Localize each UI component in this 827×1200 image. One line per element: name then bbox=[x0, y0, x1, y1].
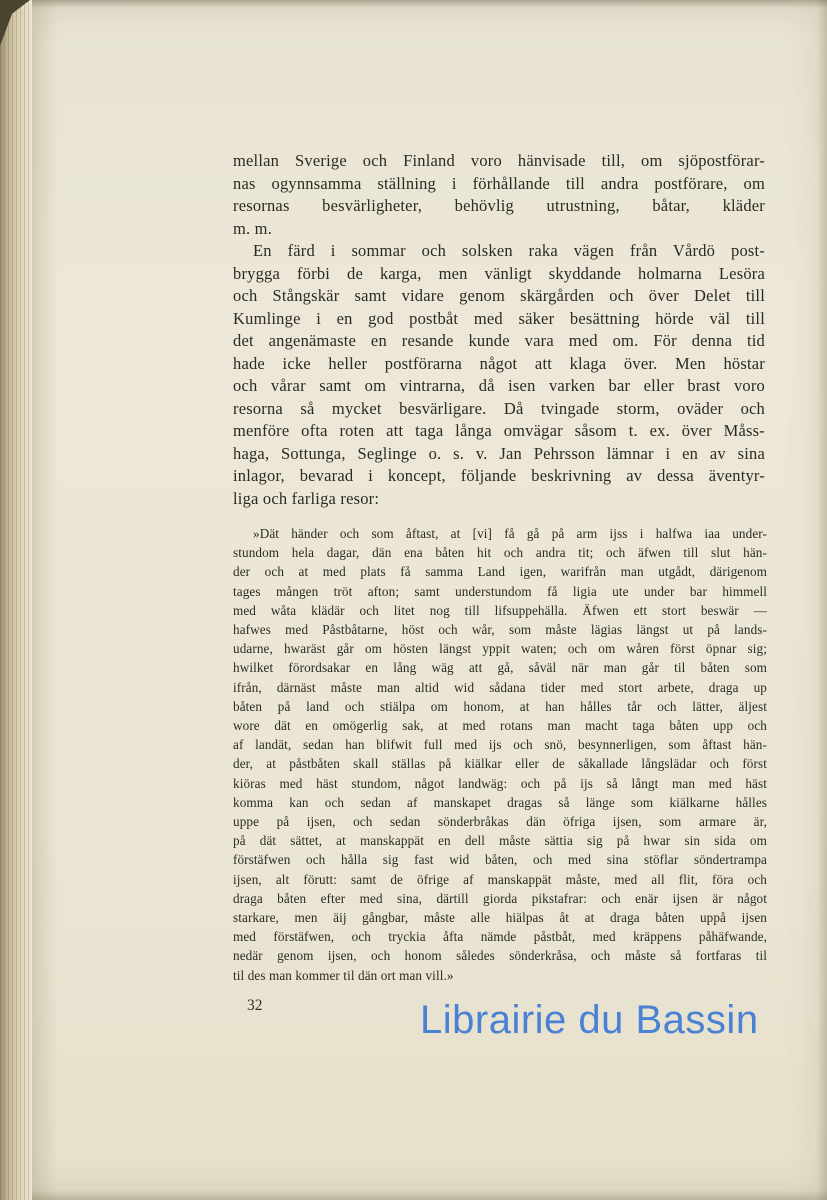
text-line: stundom hela dagar, dän ena båten hit och andra tit; och äfwen till slut hän- bbox=[233, 545, 767, 561]
main-text-block bbox=[233, 150, 765, 510]
text-line: »Dät händer och som åftast, at [vi] få gå på arm ijss i halfwa iaa under- bbox=[253, 526, 767, 541]
book-spine-page-edges bbox=[0, 0, 32, 1200]
text-line: hade icke heller postförarna något att klaga över. Men höstar bbox=[233, 353, 765, 373]
text-line: draga båten efter med sina, därtill giorda pikstafrar: och enär ijsen är något bbox=[233, 890, 767, 906]
text-line: inlagor, bevarad i koncept, följande beskrivning av dessa äventyr- bbox=[233, 466, 765, 485]
text-line: En färd i sommar och solsken raka vägen från Vårdö post- bbox=[253, 241, 765, 260]
text-line: och Stångskär samt vidare genom skärgården och över Delet till bbox=[233, 286, 765, 305]
text-line: nedär genom ijsen, och honom således sönderkråsa, och måste så fortfaras til bbox=[233, 948, 767, 964]
text-line: resornas besvärligheter, behövlig utrustning, båtar, kläder bbox=[233, 196, 765, 215]
paragraph-2 bbox=[233, 240, 765, 510]
photo-bottom-shadow bbox=[0, 1190, 827, 1200]
text-line: komma kan och sedan af manskapet dragas så länge som kiälkarne hålles bbox=[233, 794, 767, 810]
text-line: menföre ofta roten att taga långa omvägar såsom t. ex. över Måss- bbox=[233, 421, 765, 440]
text-line: der, at påstbåten skall ställas på kiälkar eller de såkallade långslädar och först bbox=[233, 756, 767, 772]
text-line: med förstäfwen, och tryckia åfta nämde påstbåt, med kräppens påhäfwande, bbox=[233, 929, 767, 945]
text-line: båten på land och stiälpa om honom, at han hålles tår och lätter, äljest bbox=[233, 698, 767, 714]
text-line: haga, Sottunga, Seglinge o. s. v. Jan Pehrsson lämnar i en av sina bbox=[233, 443, 765, 463]
block-quote bbox=[233, 524, 767, 985]
watermark-text: Librairie du Bassin bbox=[420, 998, 759, 1042]
text-line: kiöras med häst stundom, något landwäg: och på ijs så långt man med häst bbox=[233, 775, 767, 791]
text-line: ifrån, därnäst måste man altid wid sådana tider med stort arbete, draga up bbox=[233, 679, 767, 695]
text-line: på dät sättet, at manskappät en dell måste sättia sig på hwar sin sida om bbox=[233, 833, 767, 849]
text-line: der och at med plats få samma Land igen, warifrån man utgådt, därigenom bbox=[233, 564, 767, 580]
text-line: til des man kommer til dän ort man vill.» bbox=[233, 967, 454, 983]
page-number: 32 bbox=[247, 997, 263, 1014]
photo-top-shadow bbox=[0, 0, 827, 8]
text-line: med wåta klädär och litet nog till lifsuppehälla. Äfwen ett stort beswär — bbox=[233, 602, 767, 618]
text-line: liga och farliga resor: bbox=[233, 488, 380, 508]
text-line: mellan Sverige och Finland voro hänvisade till, om sjöpostförar- bbox=[233, 151, 765, 170]
paragraph-1 bbox=[233, 150, 765, 240]
text-line: uppe på ijsen, och sedan sönderbråkas dän öfriga ijsen, som armare är, bbox=[233, 814, 767, 830]
text-line: hwilket förordsakar en lång wäg att gå, såväl när man går til båten som bbox=[233, 660, 767, 676]
text-line: Kumlinge i en god postbåt med säker besättning hörde väl till bbox=[233, 308, 765, 328]
text-line: hafwes med Påstbåtarne, höst och wår, som måste lägias längst ut på lands- bbox=[233, 622, 767, 638]
spine-inner-shadow bbox=[32, 0, 58, 1200]
text-line: ijsen, alt förutt: samt de öfrige af manskappät måste, med all flit, föra och bbox=[233, 871, 767, 887]
photo-right-shadow bbox=[817, 0, 827, 1200]
text-line: m. m. bbox=[233, 218, 273, 238]
text-line: och vårar samt om vintrarna, då isen varken bar eller brast voro bbox=[233, 376, 765, 395]
text-line: nas ogynnsamma ställning i förhållande till andra postförare, om bbox=[233, 173, 765, 193]
text-line: udarne, hwaräst går om hösten längst yppit waten; och om wåren först öpnar sig; bbox=[233, 641, 767, 657]
text-line: förstäfwen och hålla sig fast wid båten, och med sina stöflar söndertrampa bbox=[233, 852, 767, 868]
text-line: af landät, sedan han blifwit full med ijs och snö, besynnerligen, som åftast hän- bbox=[233, 737, 767, 753]
text-line: starkare, men äij gångbar, måste alle hiälpas åt at draga båten uppå ijsen bbox=[233, 910, 767, 926]
text-line: resorna så mycket besvärligare. Då tvingade storm, oväder och bbox=[233, 398, 765, 418]
text-line: brygga förbi de karga, men vänligt skyddande holmarna Lesöra bbox=[233, 263, 765, 283]
text-line: det angenämaste en resande kunde vara med om. För denna tid bbox=[233, 331, 765, 350]
text-line: wore dät en omögerlig sak, at med rotans man macht taga båten upp och bbox=[233, 718, 767, 734]
text-line: tages mången tröt afton; samt understundom få ligia ute under bar himmell bbox=[233, 583, 767, 599]
